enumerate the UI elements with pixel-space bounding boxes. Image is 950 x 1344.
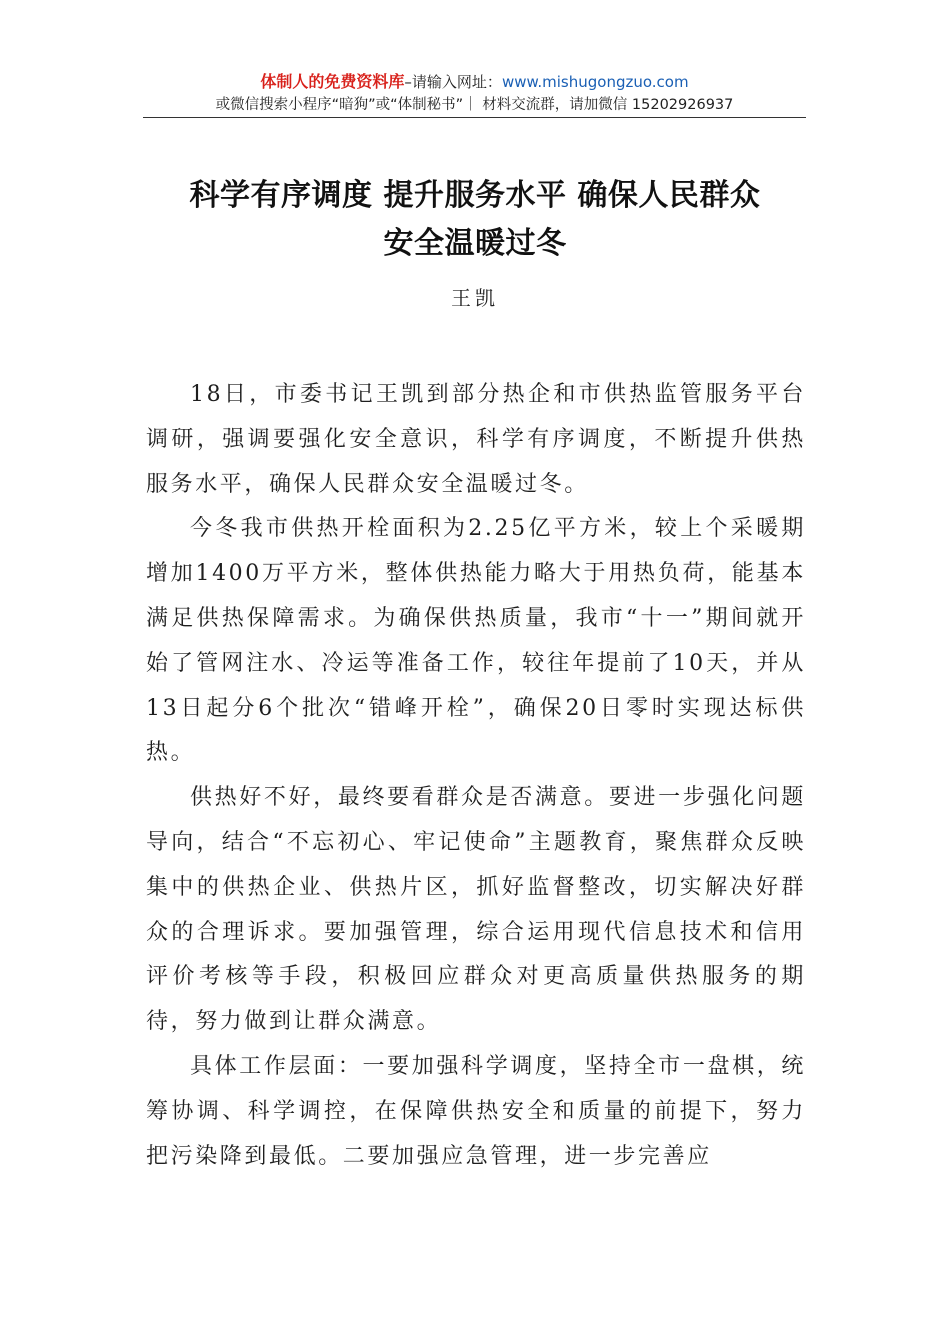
paragraph-2: 今冬我市供热开栓面积为2.25亿平方米，较上个采暖期增加1400万平方米，整体供热能力略大于用热负荷，能基本满足供热保障需求。为确保供热质量，我市“十一”期间就开始了管网注水、冷运等准备工作，较往年提前了10天，并从13日起分6个批次“错峰开栓”，确保20日零时实现达标供热。	[146, 516, 806, 766]
paragraph-3: 供热好不好，最终要看群众是否满意。要进一步强化问题导向，结合“不忘初心、牢记使命”主题教育，聚焦群众反映集中的供热企业、供热片区，抓好监督整改，切实解决好群众的合理诉求。要加强管理，综合运用现代信息技术和信用评价考核等手段，积极回应群众对更高质量供热服务的期待，努力做到让群众满意。	[146, 785, 806, 1035]
article-title-line-2: 安全温暖过冬	[383, 226, 567, 261]
page-header	[143, 70, 806, 116]
header-line-1	[143, 70, 806, 94]
article-body	[146, 373, 806, 1179]
article-title	[100, 172, 850, 268]
header-divider	[143, 117, 806, 118]
paragraph-4: 具体工作层面：一要加强科学调度，坚持全市一盘棋，统筹协调、科学调控，在保障供热安全和质量的前提下，努力把污染降到最低。二要加强应急管理，进一步完善应	[146, 1053, 806, 1169]
header-line-2: 或微信搜索小程序“暗狗”或“体制秘书”｜ 材料交流群，请加微信 15202926937	[215, 97, 734, 113]
article-author: 王凯	[451, 286, 499, 310]
paragraph-1: 18日，市委书记王凯到部分热企和市供热监管服务平台调研，强调要强化安全意识，科学有序调度，不断提升供热服务水平，确保人民群众安全温暖过冬。	[146, 382, 806, 497]
article-title-line-1: 科学有序调度 提升服务水平 确保人民群众	[189, 178, 761, 213]
header-site-link[interactable]: www.mishugongzuo.com	[501, 73, 689, 91]
header-brand: 体制人的免费资料库	[260, 72, 405, 91]
header-prompt: –请输入网址：	[404, 73, 502, 91]
